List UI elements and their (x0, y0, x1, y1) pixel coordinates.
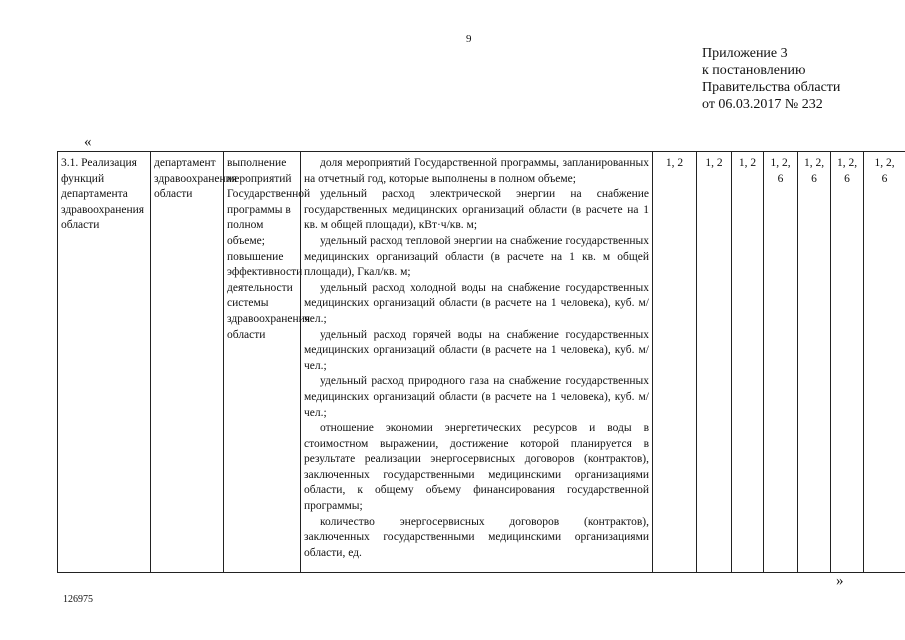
task-name-cell: 3.1. Реализация функций департамента здравоохранения области (58, 152, 151, 573)
measure-item: отношение экономии энергетических ресурсов и воды в стоимостном выражении, достижение которой планируется в результате реализации энергосервисных договоров (контрактов), заключенных государственными медицинскими организациями области, к общему объему финансирования государственной программы; (304, 422, 649, 513)
measure-item: удельный расход горячей воды на снабжение государственных медицинских организаций области (в расчете на 1 человека), куб. м/чел.; (304, 328, 649, 372)
appendix-line-1: Приложение 3 (702, 46, 788, 61)
measure-item: удельный расход тепловой энергии на снабжение государственных медицинских организаций области (в расчете на 1 кв. м общей площади), Гкал/кв. м; (304, 234, 649, 279)
opening-quote: « (84, 134, 92, 150)
year-cell-2 (697, 152, 732, 573)
year-value: 6 (811, 172, 817, 185)
executor-cell: департамент здравоохранения области (151, 152, 224, 573)
year-value: 6 (881, 172, 888, 185)
year-cell-6 (831, 152, 864, 573)
year-cell-7 (864, 152, 905, 573)
closing-quote: » (836, 573, 844, 589)
year-value: 1, 2, (803, 157, 825, 169)
year-value: 1, 2, (836, 157, 858, 169)
page-number: 9 (466, 33, 472, 45)
document-code: 126975 (63, 594, 93, 605)
appendix-line-2: к постановлению (702, 63, 806, 78)
appendix-line-4: от 06.03.2017 № 232 (702, 97, 823, 112)
measure-item: удельный расход природного газа на снабжение государственных медицинских организаций области (в расчете на 1 человека), куб. м/чел.; (304, 375, 649, 419)
appendix-line-3: Правительства области (702, 80, 841, 95)
year-value: 6 (844, 172, 850, 185)
year-value: 1, 2 (738, 157, 757, 169)
measure-item: удельный расход электрической энергии на снабжение государственных медицинских организаций области (в расчете на 1 кв. м общей площади), кВт·ч/кв. м; (304, 188, 649, 232)
activity-cell: выполнение мероприятий Государственной программы в полном объеме; повышение эффективности деятельности системы здравоохранения области (224, 152, 301, 573)
year-cell-1 (653, 152, 697, 573)
year-cell-4 (764, 152, 798, 573)
program-table (57, 151, 905, 573)
measures-cell (301, 152, 653, 573)
year-value: 1, 2, (770, 157, 791, 169)
measure-item: удельный расход холодной воды на снабжение государственных медицинских организаций области (в расчете на 1 человека), куб. м/чел.; (304, 281, 649, 325)
measure-item: количество энергосервисных договоров (контрактов), заключенных государственными медицинскими организациями области, ед. (304, 515, 649, 559)
year-value: 6 (777, 172, 784, 185)
measure-item: доля мероприятий Государственной программы, запланированных на отчетный год, которые выполнены в полном объеме; (304, 157, 649, 185)
year-value: 1, 2 (705, 157, 723, 169)
table-row (58, 152, 905, 573)
appendix-header (702, 45, 840, 113)
year-cell-3 (732, 152, 764, 573)
year-value: 1, 2, (874, 157, 895, 169)
year-value: 1, 2 (665, 157, 684, 169)
year-cell-5 (798, 152, 831, 573)
